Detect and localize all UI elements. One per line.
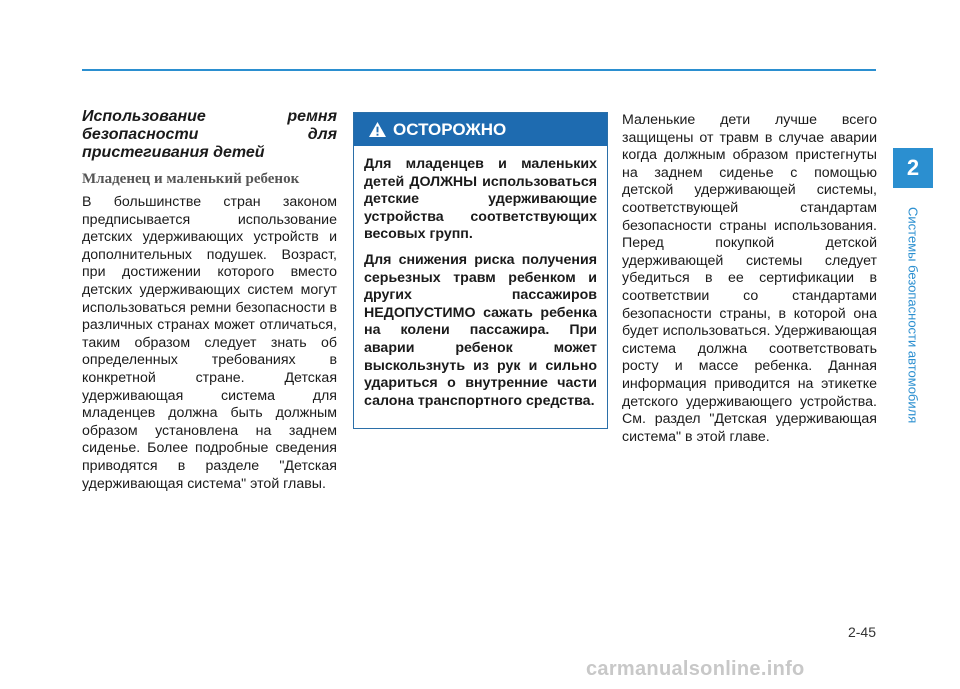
chapter-side-label	[893, 200, 933, 430]
warning-body	[354, 146, 607, 410]
warning-paragraph-2: Для снижения риска получения серьезных травм ребенком и других пассажиров НЕДОПУСТИМО сажать ребенка на колени пассажира. При аварии ребенок может выскользнуть из рук и сильно удариться о внутренние части салона транспортного средства.	[364, 251, 597, 409]
page-number: 2-45	[847, 624, 876, 640]
warning-paragraph-1: Для младенцев и маленьких детей ДОЛЖНЫ использоваться детские удерживающие устройства соответствующих весовых групп.	[364, 156, 597, 243]
chapter-label-text: Системы безопасности автомобиля	[905, 206, 921, 424]
section-title: Использование ремня безопасности для пристегивания детей	[82, 108, 337, 161]
chapter-number-tab: 2	[893, 148, 933, 188]
top-rule	[82, 69, 876, 71]
right-column	[622, 112, 877, 446]
warning-label: ОСТОРОЖНО	[393, 119, 507, 139]
warning-box	[353, 112, 608, 429]
left-body-text: В большинстве стран законом предписывается использование детских удерживающих устройств и дополнительных подушек. Возраст, при достижении которого вместо детских удерживающих систем могут использоваться ремни безопасности в различных странах может отличаться, таким образом следует знать об определенных требованиях в конкретной стране. Детская удерживающая система для младенцев должна быть должным образом установлена на заднем сиденье. Более подробные сведения приводятся в разделе "Детская удерживающая система" этой главы.	[82, 194, 337, 492]
warning-triangle-icon	[368, 121, 387, 138]
warning-header	[354, 113, 607, 146]
section-subtitle: Младенец и маленький ребенок	[82, 171, 300, 187]
left-column	[82, 108, 337, 493]
watermark: carmanualsonline.info	[586, 658, 805, 680]
right-body-text: Маленькие дети лучше всего защищены от травм в случае аварии когда должным образом пристегнуты на заднем сиденье с помощью детской удерживающей системы, соответствующей стандартам безопасности страны использования. Перед покупкой детской удерживающей системы следует убедиться в ее сертификации в соответствии со стандартами безопасности страны, в которой она будет использоваться. Удерживающая система должна соответствовать росту и массе ребенка. Данная информация приводится на этикетке детского удерживающего устройства. См. раздел "Детская удерживающая система" в этой главе.	[622, 112, 877, 445]
